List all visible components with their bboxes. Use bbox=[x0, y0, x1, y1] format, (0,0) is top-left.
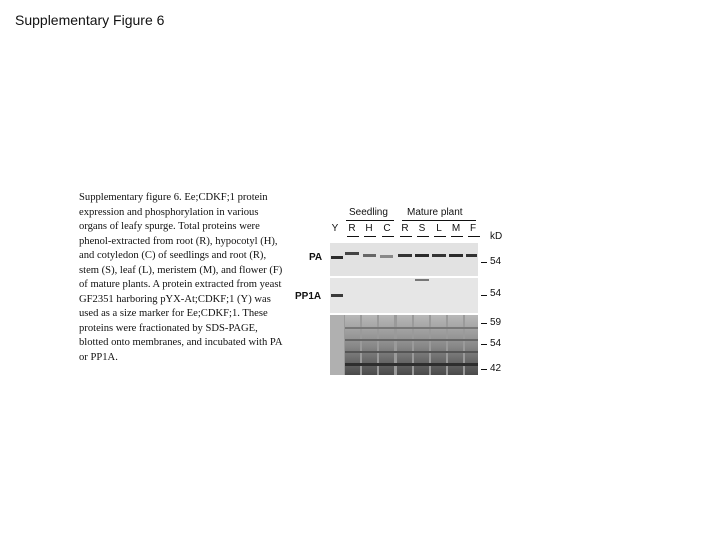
stain-lane bbox=[465, 315, 478, 375]
mw-tick bbox=[481, 295, 487, 296]
stain-lane bbox=[431, 315, 446, 375]
stain-lane bbox=[448, 315, 463, 375]
mw-marker: 54 bbox=[490, 256, 502, 267]
pp1a-band bbox=[331, 294, 343, 297]
mw-marker: 42 bbox=[490, 363, 502, 374]
lane-underline bbox=[417, 236, 429, 237]
lane-label: L bbox=[436, 223, 442, 234]
stain-panel-bg bbox=[330, 315, 478, 375]
panel-label-pa: PA bbox=[309, 252, 323, 263]
pa-panel-bg bbox=[330, 243, 478, 276]
lane-underline bbox=[451, 236, 463, 237]
lane-underline bbox=[347, 236, 359, 237]
group-label-seedling: Seedling bbox=[349, 207, 388, 218]
figure-caption: Supplementary figure 6. Ee;CDKF;1 protein expression and phosphorylation in various organs of leafy spurge. Total proteins were phenol-extracted from root (R), hypocotyl (H), and cotyledon (C) of seedlings and root (R), stem (S), leaf (L), meristem (M), and flower (F) of mature plants. A protein extracted from yeast GF2351 harboring pYX-At;CDKF;1 (Y) was used as a size marker for Ee;CDKF;1. These proteins were fractionated by SDS-PAGE, blotted onto membranes, and incubated with PA or PP1A. bbox=[79, 192, 283, 364]
mw-marker: 54 bbox=[490, 338, 502, 349]
mw-marker: 54 bbox=[490, 288, 502, 299]
mw-tick bbox=[481, 344, 487, 345]
lane-label: H bbox=[365, 223, 373, 234]
pa-band bbox=[466, 254, 477, 257]
pp1a-panel-bg bbox=[330, 278, 478, 313]
lane-underline bbox=[434, 236, 446, 237]
kd-unit-label: kD bbox=[490, 231, 503, 242]
lane-label: Y bbox=[331, 223, 339, 234]
lane-label: C bbox=[383, 223, 391, 234]
pa-band bbox=[449, 254, 463, 257]
pa-band bbox=[331, 256, 343, 259]
mw-marker: 59 bbox=[490, 317, 502, 328]
pa-band bbox=[432, 254, 446, 257]
group-label-mature-plant: Mature plant bbox=[407, 207, 463, 218]
lane-underline bbox=[400, 236, 412, 237]
pa-band bbox=[380, 255, 393, 258]
pa-band bbox=[398, 254, 412, 257]
stain-band bbox=[345, 363, 478, 366]
lane-label: R bbox=[401, 223, 409, 234]
lane-label: S bbox=[418, 223, 426, 234]
panel-label-pp1a: PP1A bbox=[295, 291, 322, 302]
stain-band bbox=[345, 327, 478, 329]
page-title: Supplementary Figure 6 bbox=[15, 12, 165, 28]
mw-tick bbox=[481, 323, 487, 324]
seedling-bracket bbox=[346, 220, 394, 221]
mature-plant-bracket bbox=[402, 220, 476, 221]
pp1a-band bbox=[415, 279, 429, 281]
stain-band bbox=[345, 351, 478, 353]
lane-label: F bbox=[469, 223, 477, 234]
stain-lane bbox=[379, 315, 394, 375]
stain-band bbox=[345, 339, 478, 341]
stain-lane bbox=[345, 315, 360, 375]
pa-band bbox=[363, 254, 376, 257]
pa-band bbox=[345, 252, 359, 255]
lane-underline bbox=[468, 236, 480, 237]
blot-image bbox=[330, 243, 478, 375]
lane-label: M bbox=[451, 223, 461, 234]
lane-label: R bbox=[348, 223, 356, 234]
pa-band bbox=[415, 254, 429, 257]
mw-tick bbox=[481, 369, 487, 370]
lane-underline bbox=[364, 236, 376, 237]
stain-lane bbox=[414, 315, 429, 375]
stain-lane bbox=[397, 315, 412, 375]
stain-lane bbox=[362, 315, 377, 375]
mw-tick bbox=[481, 262, 487, 263]
lane-underline bbox=[382, 236, 394, 237]
stain-lane bbox=[330, 315, 344, 375]
